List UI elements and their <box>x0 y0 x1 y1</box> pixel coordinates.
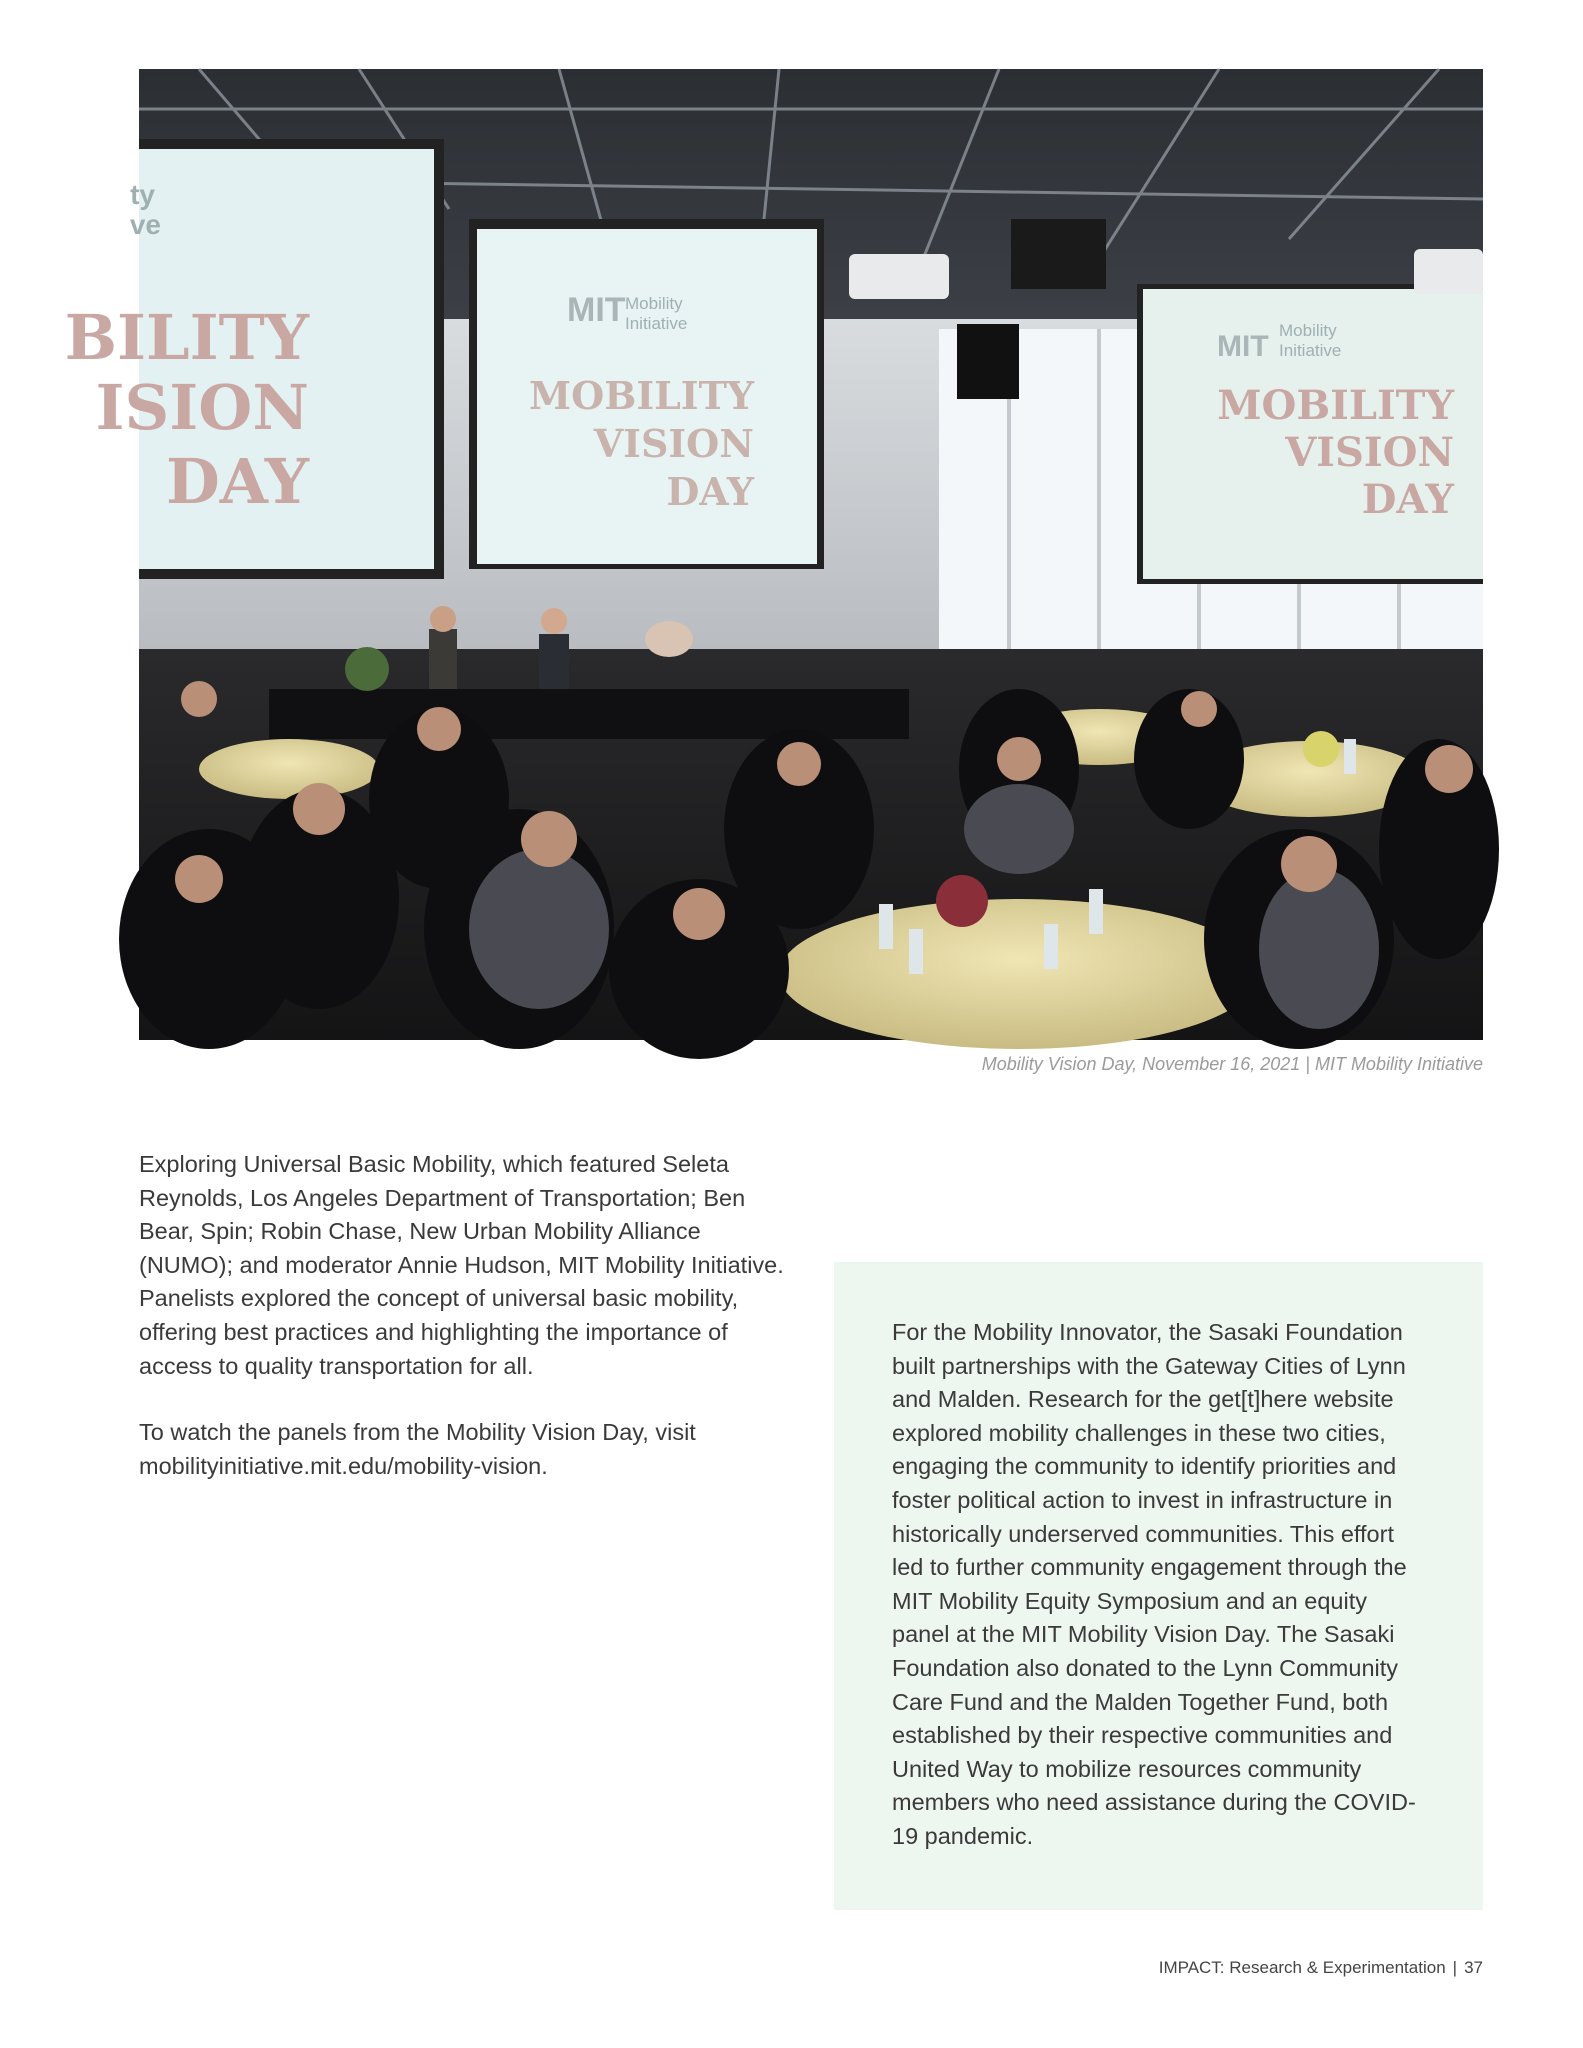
right-logo-line-2: Initiative <box>1279 341 1342 360</box>
watch-panels-note: To watch the panels from the Mobility Vision Day, visit mobilityinitiative.mit.edu/mobility-vision. <box>139 1419 696 1479</box>
center-screen-logo <box>567 291 687 333</box>
sasaki-foundation-sidebar <box>834 1262 1483 1910</box>
left-column <box>139 1148 789 1516</box>
panel-description: Exploring Universal Basic Mobility, which featured Seleta Reynolds, Los Angeles Department of Transportation; Ben Bear, Spin; Robin Chase, New Urban Mobility Alliance (NUMO); and moderator Annie Hudson, MIT Mobility Initiative. Panelists explored the concept of universal basic mobility, offering best practices and highlighting the importance of access to quality transportation for all. <box>139 1151 784 1379</box>
left-screen-title-line-1: BILITY <box>64 301 309 374</box>
table-front <box>779 899 1259 1049</box>
event-photo-illustration <box>64 69 1483 1040</box>
left-screen-title-line-2: ISION <box>95 371 309 444</box>
footer-separator: | <box>1452 1958 1458 1977</box>
right-title-line-1: MOBILITY <box>1217 382 1454 429</box>
center-logo-line-1: Mobility <box>625 294 683 313</box>
right-title-line-2: VISION <box>1285 429 1454 476</box>
left-screen-logo-line-1: ty <box>130 179 155 210</box>
left-screen-title-line-3: DAY <box>165 445 309 518</box>
center-title-line-3: DAY <box>666 469 754 514</box>
center-title-line-2: VISION <box>593 421 754 466</box>
panelist-1 <box>429 629 457 689</box>
stage-plant <box>345 647 389 691</box>
panelist-1-head <box>430 606 456 632</box>
speaker-box <box>1011 219 1106 289</box>
event-photo <box>64 69 1483 1040</box>
photo-caption: Mobility Vision Day, November 16, 2021 | MIT Mobility Initiative <box>981 1054 1483 1074</box>
projector-right <box>1414 249 1483 294</box>
page-number: 37 <box>1464 1958 1483 1977</box>
stage-chair <box>645 621 693 657</box>
right-title-line-3: DAY <box>1361 476 1454 523</box>
panelist-2-head <box>541 608 567 634</box>
center-logo-mark: MIT <box>567 291 626 329</box>
centerpiece-flowers <box>936 875 988 927</box>
right-logo-line-1: Mobility <box>1279 321 1337 340</box>
projector <box>849 254 949 299</box>
table-left <box>199 739 379 799</box>
centerpiece-flowers-right <box>1303 731 1339 767</box>
center-title-line-1: MOBILITY <box>529 373 754 418</box>
center-logo-line-2: Initiative <box>625 314 688 333</box>
left-screen-logo-line-2: ve <box>129 209 161 240</box>
footer-section: IMPACT: Research & Experimentation <box>1158 1958 1446 1977</box>
page-footer <box>139 1958 1483 1978</box>
right-logo-mark: MIT <box>1217 330 1269 363</box>
sidebar-text: For the Mobility Innovator, the Sasaki Foundation built partnerships with the Gateway Cities of Lynn and Malden. Research for the get[t]here website explored mobility challenges in these two cities, engaging the community to identify priorities and foster political action to invest in infrastructure in historically underserved communities. This effort led to further community engagement through the MIT Mobility Equity Symposium and an equity panel at the MIT Mobility Vision Day. The Sasaki Foundation also donated to the Lynn Community Care Fund and the Malden Together Fund, both established by their respective communities and United Way to mobilize resources community members who need assistance during the COVID-19 pandemic. <box>892 1319 1416 1849</box>
speaker <box>957 324 1019 399</box>
panelist-2 <box>539 634 569 689</box>
